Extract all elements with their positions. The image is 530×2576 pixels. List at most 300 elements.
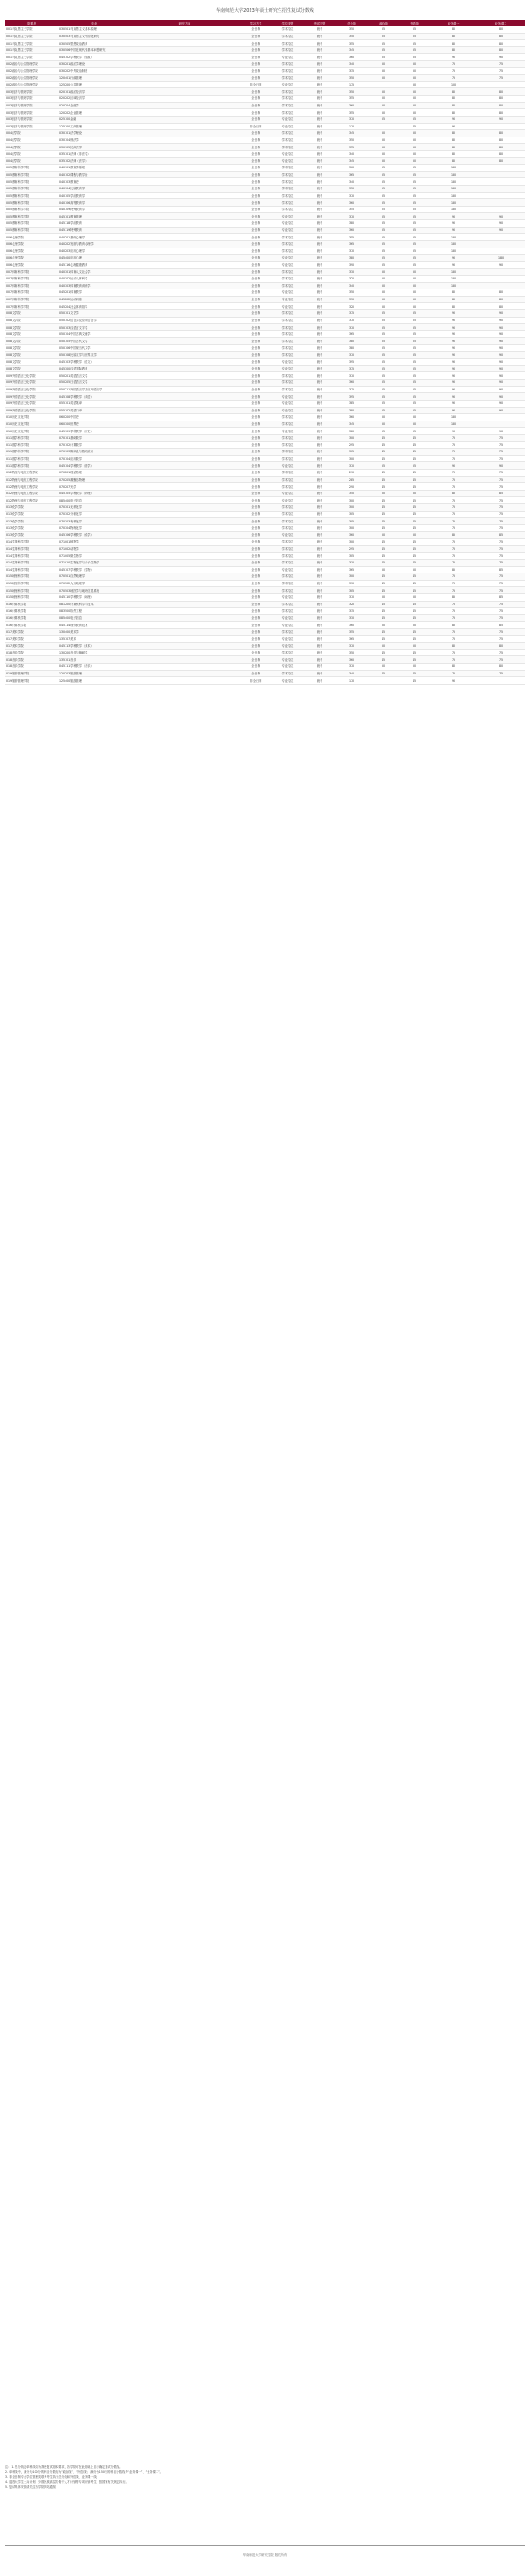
table-cell: 002政治与公共管理学院 — [5, 61, 58, 68]
table-cell: 专业学位 — [271, 407, 304, 414]
table-cell: 全日制 — [240, 580, 271, 587]
table-cell: 全日制 — [240, 532, 271, 539]
table-cell — [129, 269, 240, 276]
table-cell: 50 — [368, 88, 399, 96]
table-cell: 全日制 — [240, 365, 271, 372]
table-cell: 学术学位 — [271, 46, 304, 54]
table-cell — [129, 470, 240, 477]
table-cell: 45 — [368, 504, 399, 512]
table-cell: 统考 — [304, 206, 335, 213]
table-cell — [129, 144, 240, 151]
table-cell: 75 — [477, 539, 525, 546]
table-cell — [129, 171, 240, 178]
table-cell: 014生命科学学院 — [5, 553, 58, 560]
table-cell: 55 — [368, 26, 399, 33]
table-cell: 统考 — [304, 462, 335, 470]
table-cell: 45 — [399, 483, 430, 491]
table-cell: 75 — [477, 497, 525, 504]
table-cell: 90 — [430, 261, 477, 269]
table-cell: 50 — [368, 157, 399, 165]
table-cell: 统考 — [304, 81, 335, 88]
table-cell — [129, 54, 240, 61]
table-cell — [129, 553, 240, 560]
table-cell: 统考 — [304, 109, 335, 117]
table-cell: 全日制 — [240, 102, 271, 109]
table-cell: 全日制 — [240, 261, 271, 269]
table-cell: 75 — [430, 587, 477, 594]
table-cell: 专业学位 — [271, 116, 304, 123]
table-cell: 90 — [477, 407, 525, 414]
table-cell: 030105民商法学 — [58, 144, 129, 151]
table-cell: 90 — [477, 261, 525, 269]
table-cell: 045108学科教学（英语） — [58, 393, 129, 401]
column-header: 政治线 — [368, 20, 399, 26]
table-cell: 90 — [430, 400, 477, 407]
table-cell: 320 — [335, 601, 368, 608]
table-cell: 90 — [477, 372, 525, 380]
table-cell: 019旅游管理学院 — [5, 670, 58, 677]
table-cell: 统考 — [304, 670, 335, 677]
table-cell: 75 — [430, 580, 477, 587]
table-cell — [129, 303, 240, 310]
table-cell: 统考 — [304, 157, 335, 165]
table-cell: 学术学位 — [271, 248, 304, 255]
table-cell — [129, 393, 240, 401]
table-cell: 75 — [430, 629, 477, 636]
table-cell — [129, 483, 240, 491]
table-cell: 统考 — [304, 309, 335, 317]
table-row — [5, 206, 525, 213]
table-cell: 55 — [368, 428, 399, 435]
table-cell: 006心理学院 — [5, 240, 58, 248]
table-cell: 50 — [368, 75, 399, 82]
table-cell — [129, 330, 240, 338]
table-cell: 专业学位 — [271, 81, 304, 88]
table-cell: 全日制 — [240, 199, 271, 207]
table-cell: 统考 — [304, 359, 335, 366]
table-cell: 50 — [368, 130, 399, 137]
table-cell: 45 — [399, 449, 430, 456]
table-cell: 学术学位 — [271, 476, 304, 483]
table-cell: 45 — [399, 455, 430, 462]
table-cell: 180 — [430, 178, 477, 186]
table-cell: 055102英语口译 — [58, 407, 129, 414]
table-cell: 统考 — [304, 449, 335, 456]
table-cell: 75 — [477, 476, 525, 483]
table-cell: 55 — [399, 261, 430, 269]
table-cell: 全日制 — [240, 144, 271, 151]
table-cell: 014生命科学学院 — [5, 559, 58, 566]
table-row — [5, 75, 525, 82]
table-cell: 统考 — [304, 130, 335, 137]
table-cell: 90 — [430, 462, 477, 470]
table-row — [5, 656, 525, 664]
table-cell: 45 — [399, 553, 430, 560]
table-cell — [129, 96, 240, 103]
table-cell: 001马克思主义学院 — [5, 54, 58, 61]
table-cell: 学术学位 — [271, 192, 304, 199]
table-cell: 050205日语语言文学 — [58, 380, 129, 387]
table-cell — [129, 67, 240, 75]
table-row — [5, 275, 525, 282]
table-cell: 045118学前教育 — [58, 220, 129, 228]
table-cell: 统考 — [304, 261, 335, 269]
table-cell: 50 — [399, 137, 430, 144]
table-cell: 016计算机学院 — [5, 622, 58, 629]
table-cell: 070205凝聚态物理 — [58, 476, 129, 483]
table-cell: 040202发展与教育心理学 — [58, 240, 129, 248]
table-cell: 全日制 — [240, 248, 271, 255]
table-cell: 80 — [477, 157, 525, 165]
table-cell: 75 — [430, 75, 477, 82]
table-cell: 50 — [399, 296, 430, 303]
table-cell: 统考 — [304, 330, 335, 338]
table-cell: 统考 — [304, 434, 335, 441]
table-cell: 55 — [399, 255, 430, 262]
table-cell: 55 — [368, 338, 399, 345]
table-cell: 50 — [399, 490, 430, 497]
table-cell: 统考 — [304, 255, 335, 262]
table-cell: 016计算机学院 — [5, 608, 58, 615]
table-cell: 全日制 — [240, 407, 271, 414]
table-cell: 45 — [368, 497, 399, 504]
table-cell: 310 — [335, 580, 368, 587]
table-cell: 学术学位 — [271, 470, 304, 477]
table-cell: 90 — [430, 123, 477, 130]
table-cell — [477, 275, 525, 282]
table-cell: 全日制 — [240, 54, 271, 61]
table-cell: 350 — [335, 33, 368, 40]
table-cell: 专业学位 — [271, 157, 304, 165]
table-row — [5, 178, 525, 186]
table-cell: 专业学位 — [271, 359, 304, 366]
table-cell: 180 — [430, 421, 477, 428]
table-cell — [129, 351, 240, 359]
table-cell: 355 — [335, 40, 368, 47]
table-cell: 75 — [430, 518, 477, 525]
table-cell: 50 — [399, 157, 430, 165]
table-cell: 295 — [335, 545, 368, 553]
table-cell: 55 — [368, 186, 399, 193]
table-cell: 统考 — [304, 407, 335, 414]
table-cell: 学术学位 — [271, 33, 304, 40]
table-cell: 全日制 — [240, 470, 271, 477]
table-cell: 90 — [430, 677, 477, 685]
table-cell: 045104学科教学（数学） — [58, 462, 129, 470]
table-cell — [129, 213, 240, 220]
table-cell: 370 — [335, 593, 368, 601]
table-cell: 360 — [335, 532, 368, 539]
table-row — [5, 593, 525, 601]
table-cell: 统考 — [304, 171, 335, 178]
table-cell: 360 — [335, 54, 368, 61]
table-cell: 55 — [368, 261, 399, 269]
table-cell: 统考 — [304, 518, 335, 525]
table-cell: 90 — [477, 393, 525, 401]
table-cell: 030503马克思主义中国化研究 — [58, 33, 129, 40]
table-cell: 统考 — [304, 116, 335, 123]
table-cell: 统考 — [304, 165, 335, 172]
table-cell: 统考 — [304, 338, 335, 345]
table-cell: 专业学位 — [271, 123, 304, 130]
table-cell: 045113学科教学（美术） — [58, 643, 129, 650]
score-table — [5, 20, 525, 685]
table-cell: 008文学院 — [5, 309, 58, 317]
table-cell: 55 — [368, 407, 399, 414]
table-cell — [129, 109, 240, 117]
table-cell: 学术学位 — [271, 186, 304, 193]
table-cell: 全日制 — [240, 490, 271, 497]
table-row — [5, 455, 525, 462]
table-cell: 80 — [430, 150, 477, 157]
note-line: 2. 单科线中，满分为100分的科目分数线为“政治线”、“外语线”；满分为150分的科目分数线为“业务课一”、“业务课二”。 — [5, 2470, 163, 2474]
table-row — [5, 186, 525, 193]
table-cell: 统考 — [304, 67, 335, 75]
table-cell: 070101基础数学 — [58, 434, 129, 441]
table-cell: 全日制 — [240, 400, 271, 407]
notes — [5, 2465, 525, 2490]
table-cell: 75 — [477, 587, 525, 594]
table-cell: 55 — [399, 359, 430, 366]
table-cell: 75 — [477, 441, 525, 449]
table-cell: 专业学位 — [271, 532, 304, 539]
table-cell: 070303有机化学 — [58, 518, 129, 525]
table-cell: 全日制 — [240, 330, 271, 338]
table-row — [5, 532, 525, 539]
table-cell: 75 — [477, 601, 525, 608]
table-cell: 专业学位 — [271, 428, 304, 435]
table-row — [5, 269, 525, 276]
table-cell: 045116心理健康教育 — [58, 261, 129, 269]
table-cell: 90 — [430, 309, 477, 317]
table-cell — [129, 75, 240, 82]
table-cell: 030506中国近现代史基本问题研究 — [58, 46, 129, 54]
table-cell: 55 — [399, 227, 430, 234]
column-header: 专业 — [58, 20, 129, 26]
table-row — [5, 33, 525, 40]
table-cell: 180 — [430, 414, 477, 421]
table-cell — [129, 130, 240, 137]
table-cell: 55 — [399, 324, 430, 331]
table-cell: 统考 — [304, 532, 335, 539]
table-cell — [129, 421, 240, 428]
table-cell: 非全日制 — [240, 81, 271, 88]
table-cell: 45 — [368, 524, 399, 532]
table-cell: 全日制 — [240, 227, 271, 234]
table-cell: 统考 — [304, 96, 335, 103]
table-cell: 060300世界史 — [58, 421, 129, 428]
table-cell: 75 — [477, 649, 525, 656]
note-line: 注：1. 总分线及单科线均为我校复试基本要求，各学院可在此基础上自行确定复试分数线。 — [5, 2465, 123, 2469]
table-row — [5, 303, 525, 310]
table-cell: 75 — [430, 497, 477, 504]
table-cell: 学术学位 — [271, 165, 304, 172]
table-cell: 75 — [430, 539, 477, 546]
table-cell — [129, 677, 240, 685]
table-cell — [129, 255, 240, 262]
table-cell: 55 — [368, 324, 399, 331]
table-cell: 55 — [399, 317, 430, 324]
table-cell: 统考 — [304, 593, 335, 601]
table-cell: 85 — [430, 532, 477, 539]
table-cell: 045400应用心理 — [58, 255, 129, 262]
table-cell: 50 — [399, 303, 430, 310]
table-cell: 统考 — [304, 476, 335, 483]
table-cell: 015地理科学学院 — [5, 580, 58, 587]
table-cell: 001马克思主义学院 — [5, 46, 58, 54]
table-cell: 350 — [335, 88, 368, 96]
table-cell — [129, 462, 240, 470]
table-cell: 80 — [430, 40, 477, 47]
table-row — [5, 130, 525, 137]
table-cell: 55 — [399, 428, 430, 435]
table-cell: 85 — [477, 490, 525, 497]
table-cell: 50 — [399, 88, 430, 96]
table-cell: 55 — [368, 165, 399, 172]
table-cell: 130400美术学 — [58, 629, 129, 636]
table-cell: 全日制 — [240, 504, 271, 512]
table-cell: 全日制 — [240, 622, 271, 629]
table-cell — [129, 102, 240, 109]
table-cell: 003经济与管理学院 — [5, 102, 58, 109]
table-cell: 75 — [430, 670, 477, 677]
table-cell — [129, 137, 240, 144]
table-cell — [129, 46, 240, 54]
table-cell: 370 — [335, 317, 368, 324]
table-cell: 学术学位 — [271, 455, 304, 462]
table-cell — [129, 386, 240, 393]
table-cell — [129, 186, 240, 193]
table-cell: 340 — [335, 178, 368, 186]
table-cell: 学术学位 — [271, 539, 304, 546]
table-cell: 全日制 — [240, 587, 271, 594]
table-cell: 全日制 — [240, 462, 271, 470]
table-cell: 学术学位 — [271, 199, 304, 207]
table-cell: 135101音乐 — [58, 656, 129, 664]
table-cell: 50 — [399, 102, 430, 109]
table-cell: 统考 — [304, 54, 335, 61]
table-cell: 370 — [335, 324, 368, 331]
table-cell: 全日制 — [240, 664, 271, 671]
table-cell — [129, 33, 240, 40]
table-cell: 018音乐学院 — [5, 649, 58, 656]
table-row — [5, 483, 525, 491]
table-row — [5, 649, 525, 656]
table-cell: 统考 — [304, 455, 335, 462]
table-cell: 75 — [430, 649, 477, 656]
table-cell: 全日制 — [240, 220, 271, 228]
table-cell: 学术学位 — [271, 309, 304, 317]
table-cell: 55 — [368, 213, 399, 220]
table-cell: 全日制 — [240, 566, 271, 573]
table-cell — [129, 338, 240, 345]
table-cell: 055101英语笔译 — [58, 400, 129, 407]
table-cell: 50 — [399, 421, 430, 428]
table-row — [5, 165, 525, 172]
table-cell: 050102语言学及应用语言学 — [58, 317, 129, 324]
table-cell: 统考 — [304, 414, 335, 421]
table-cell: 020202区域经济学 — [58, 96, 129, 103]
table-cell: 345 — [335, 206, 368, 213]
table-row — [5, 553, 525, 560]
table-cell: 统考 — [304, 470, 335, 477]
table-cell: 学术学位 — [271, 269, 304, 276]
table-row — [5, 462, 525, 470]
table-cell: 全日制 — [240, 240, 271, 248]
table-cell: 45 — [368, 539, 399, 546]
table-cell: 007体育科学学院 — [5, 275, 58, 282]
table-cell: 020204金融学 — [58, 102, 129, 109]
table-cell: 统考 — [304, 622, 335, 629]
table-cell: 007体育科学学院 — [5, 269, 58, 276]
table-cell: 035101法律（非法学） — [58, 150, 129, 157]
table-cell: 030501马克思主义基本原理 — [58, 26, 129, 33]
table-cell: 统考 — [304, 483, 335, 491]
table-cell: 全日制 — [240, 649, 271, 656]
table-cell: 全日制 — [240, 165, 271, 172]
table-cell: 学术学位 — [271, 629, 304, 636]
table-row — [5, 248, 525, 255]
table-cell: 45 — [368, 580, 399, 587]
table-cell: 55 — [399, 178, 430, 186]
table-cell: 025100金融 — [58, 116, 129, 123]
table-cell: 学术学位 — [271, 449, 304, 456]
table-cell — [477, 414, 525, 421]
table-cell: 80 — [430, 88, 477, 96]
table-cell: 360 — [335, 165, 368, 172]
table-cell: 300 — [335, 524, 368, 532]
table-cell: 55 — [368, 462, 399, 470]
table-cell: 80 — [430, 157, 477, 165]
table-cell: 80 — [430, 303, 477, 310]
table-cell: 学术学位 — [271, 524, 304, 532]
table-cell: 180 — [430, 248, 477, 255]
table-cell: 75 — [430, 559, 477, 566]
table-cell: 45 — [368, 587, 399, 594]
table-cell: 学术学位 — [271, 275, 304, 282]
table-cell: 040106高等教育学 — [58, 199, 129, 207]
table-cell: 013化学学院 — [5, 524, 58, 532]
table-cell: 45 — [399, 614, 430, 622]
table-cell: 040101教育学原理 — [58, 165, 129, 172]
table-cell: 390 — [335, 261, 368, 269]
table-cell: 030202中外政治制度 — [58, 67, 129, 75]
table-cell: 75 — [430, 545, 477, 553]
table-cell: 75 — [477, 511, 525, 518]
table-cell: 90 — [477, 116, 525, 123]
table-row — [5, 504, 525, 512]
table-cell — [368, 123, 399, 130]
table-cell: 55 — [368, 54, 399, 61]
table-cell: 180 — [430, 199, 477, 207]
table-cell: 90 — [430, 255, 477, 262]
table-cell: 002政治与公共管理学院 — [5, 75, 58, 82]
table-row — [5, 351, 525, 359]
table-cell: 专业学位 — [271, 213, 304, 220]
table-cell: 统考 — [304, 303, 335, 310]
table-cell — [129, 490, 240, 497]
table-cell — [368, 81, 399, 88]
table-row — [5, 635, 525, 643]
table-cell: 180 — [430, 269, 477, 276]
table-cell — [129, 61, 240, 68]
table-cell: 017美术学院 — [5, 635, 58, 643]
table-cell: 071001植物学 — [58, 539, 129, 546]
table-cell: 学术学位 — [271, 421, 304, 428]
table-cell: 175 — [335, 81, 368, 88]
table-cell: 004法学院 — [5, 157, 58, 165]
table-cell — [129, 524, 240, 532]
